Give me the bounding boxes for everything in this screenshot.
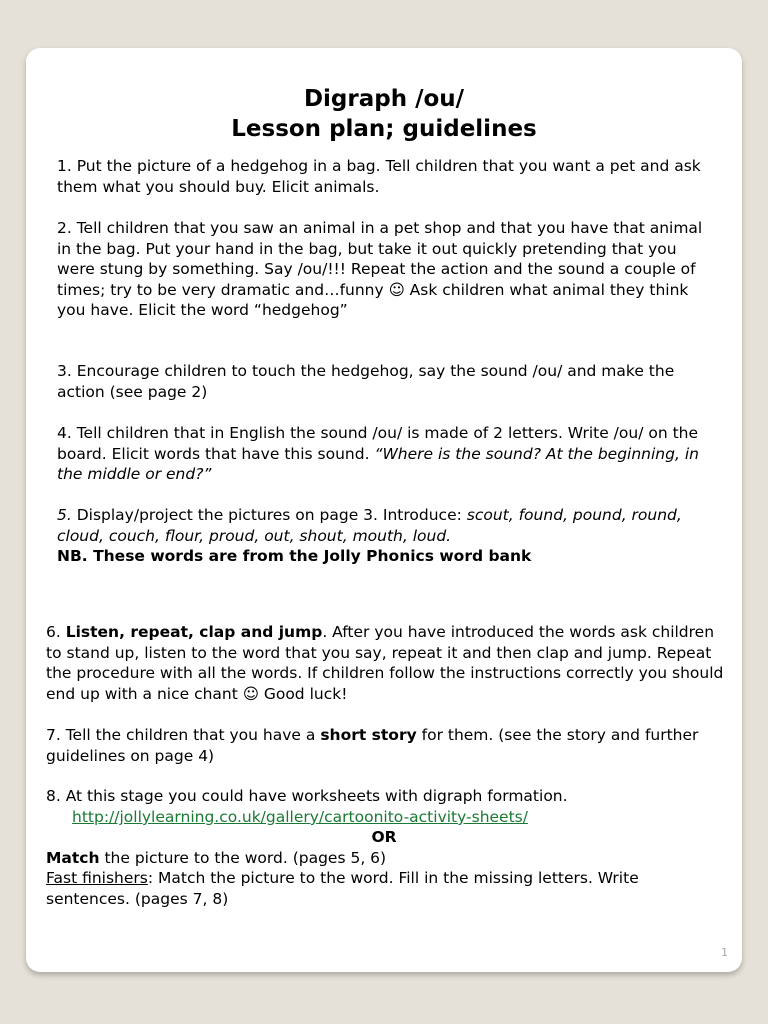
step-7: 7. Tell the children that you have a short story for them. (see the story and further guidelines on page 4) xyxy=(46,726,699,765)
step-5-text: Display/project the pictures on page 3. Introduce: xyxy=(71,506,467,524)
step-5-number: 5. xyxy=(57,506,72,524)
step-4-quote: “Where is the sound? At the beginning, in the middle or end?” xyxy=(57,444,699,483)
step-6-number: 6. xyxy=(46,623,66,641)
step-1: 1. Put the picture of a hedgehog in a bag. Tell children that you want a pet and ask them what you should buy. Elicit animals. xyxy=(57,157,701,196)
document-page xyxy=(26,48,742,972)
step-4-text: 4. Tell children that in English the sound /ou/ is made of 2 letters. Write /ou/ on the board. Elicit words that have this sound. xyxy=(57,424,699,463)
fast-finishers-label: Fast finishers xyxy=(46,869,148,887)
title-lesson-plan: Lesson plan; guidelines xyxy=(231,116,537,142)
step-8-link-line xyxy=(72,807,722,828)
step-8: 8. At this stage you could have worksheets with digraph formation. xyxy=(46,787,568,805)
step-6-text: . After you have introduced the words ask children to stand up, listen to the word that you say, repeat it and then clap and jump. Repeat the procedure with all the words. If children follow the instructions correctly you should end up with a nice chant ☺ Good luck! xyxy=(46,623,724,703)
match-bold: Match xyxy=(46,849,100,867)
jolly-learning-link[interactable]: http://jollylearning.co.uk/gallery/cartoonito-activity-sheets/ xyxy=(72,808,528,826)
step-7-bold: short story xyxy=(320,726,417,744)
page-number: 1 xyxy=(721,946,728,959)
step-6 xyxy=(46,622,726,704)
step-3: 3. Encourage children to touch the hedgehog, say the sound /ou/ and make the action (see page 2) xyxy=(57,362,675,401)
step-6-bold: Listen, repeat, clap and jump xyxy=(65,623,323,641)
title-digraph: Digraph /ou/ xyxy=(303,86,465,112)
or-divider: OR xyxy=(371,828,397,846)
step-5 xyxy=(57,505,717,546)
step-4 xyxy=(57,423,717,485)
fast-finishers: Fast finishers: Match the picture to the word. Fill in the missing letters. Write sentences. (pages 7, 8) xyxy=(46,869,639,908)
step-2: 2. Tell children that you saw an animal in a pet shop and that you have that animal in the bag. Put your hand in the bag, but take it out quickly pretending that you were stung by something. Say /ou/!!! Repeat the action and the sound a couple of times; try to be very dramatic and…funny ☺ Ask children what animal they think you have. Elicit the word “hedgehog” xyxy=(57,219,703,319)
step-5-words: scout, found, pound, round, cloud, couch, flour, proud, out, shout, mouth, loud. xyxy=(57,506,682,545)
step-5-note: NB. These words are from the Jolly Phonics word bank xyxy=(57,547,532,565)
match-line: Match the picture to the word. (pages 5, 6) xyxy=(46,849,387,867)
